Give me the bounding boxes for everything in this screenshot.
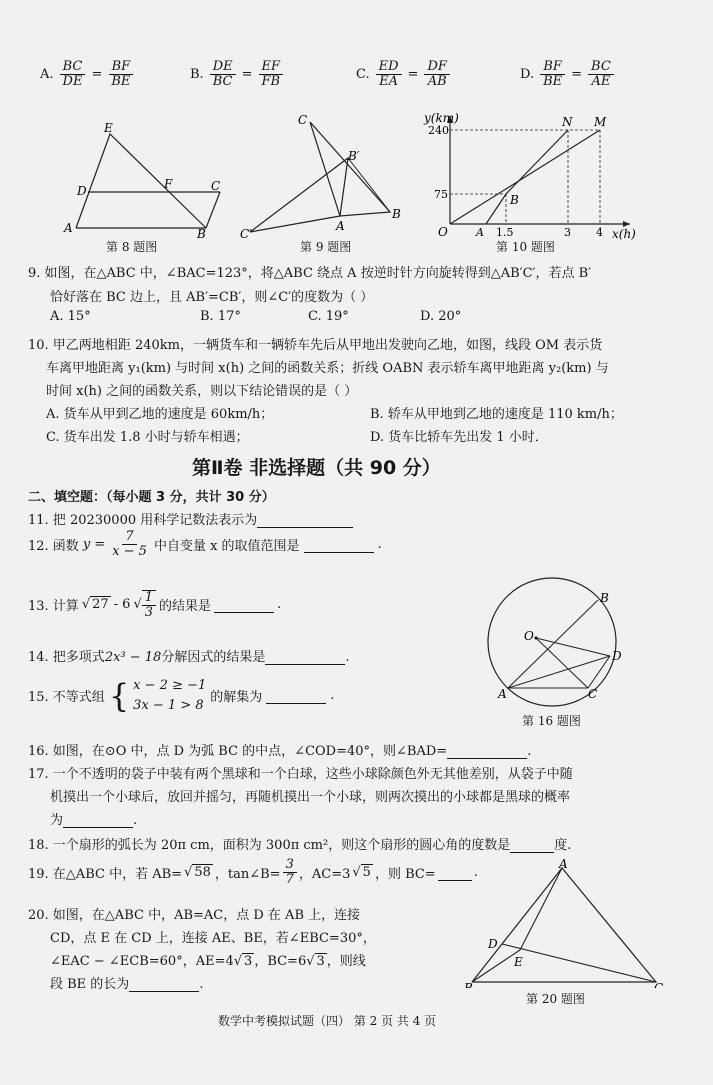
figure-20: [462, 858, 674, 1008]
svg-text:B: B: [464, 981, 473, 988]
section-2-title: 第Ⅱ卷 非选择题（共 90 分）: [192, 457, 441, 479]
figure-10: [414, 108, 674, 256]
q9-option-a: A. 15°: [50, 309, 91, 324]
q13: 13. 计算 √ 27 - 6 √ $\frac{1}{3}$ 的结果是 .: [28, 590, 282, 620]
figure-8-diagram: [60, 120, 230, 255]
svg-text:E: E: [514, 955, 523, 969]
svg-text:C: C: [211, 179, 221, 193]
page-footer: 数学中考模拟试题（四） 第 2 页 共 4 页: [218, 1014, 437, 1028]
figure-20-diagram: [462, 858, 674, 988]
q15: 15. 不等式组 { x − 2 ≥ −1 3x − 1 > 8 的解集为 .: [28, 676, 335, 715]
q14: 14. 把多项式2x³ − 18分解因式的结果是 .: [28, 650, 350, 665]
q11: 11. 把 20230000 用科学记数法表示为: [28, 509, 353, 528]
q20-line3: ∠EAC − ∠ECB=60°，AE=4√ 3 ，BC=6√ 3 ，则线: [50, 954, 366, 969]
svg-text:4: 4: [596, 226, 603, 239]
svg-text:N: N: [562, 115, 573, 129]
q10-option-c: C. 货车出发 1.8 小时与轿车相遇；: [46, 430, 249, 445]
q9-line2: 恰好落在 BC 边上，且 AB′=CB′，则∠C′的度数为（ ）: [50, 290, 374, 305]
svg-text:B: B: [197, 227, 206, 241]
q8-option-d: D. $\frac{BF}{BE}$ = $\frac{BC}{AE}$: [520, 60, 614, 88]
svg-text:y(km): y(km): [424, 111, 459, 125]
q9-option-d: D. 20°: [420, 309, 462, 324]
q20-line4: 段 BE 的长为 .: [50, 977, 204, 992]
svg-text:1.5: 1.5: [496, 226, 514, 239]
figure-8: [60, 120, 230, 255]
figure-16-caption: 第 16 题图: [522, 714, 581, 728]
svg-text:A: A: [336, 219, 345, 233]
svg-text:D: D: [77, 184, 87, 198]
q10-option-b: B. 轿车从甲地到乙地的速度是 110 km/h；: [370, 407, 623, 422]
q10-line3: 时间 x(h) 之间的函数关系，则以下结论错误的是（ ）: [46, 384, 358, 399]
svg-text:B′: B′: [348, 149, 360, 163]
figure-10-chart: [414, 108, 674, 256]
svg-text:C: C: [588, 687, 598, 701]
q17-line3: 为 .: [50, 813, 138, 828]
q17-line1: 17. 一个不透明的袋子中装有两个黑球和一个白球，这些小球除颜色外无其他差别，从袋子中随: [28, 767, 573, 782]
svg-text:A: A: [498, 687, 507, 701]
q9-line1: 9. 如图，在△ABC 中，∠BAC=123°，将△ABC 绕点 A 按逆时针方向旋转得到△AB′C′，若点 B′: [28, 266, 592, 281]
figure-9: [240, 112, 410, 254]
svg-text:O: O: [438, 225, 448, 239]
figure-9-caption: 第 9 题图: [300, 240, 352, 254]
q9-option-c: C. 19°: [308, 309, 349, 324]
q8-options: [40, 60, 680, 110]
q10-option-d: D. 货车比轿车先出发 1 小时．: [370, 430, 548, 445]
svg-text:75: 75: [434, 188, 448, 201]
svg-text:B: B: [510, 193, 519, 207]
svg-text:F: F: [164, 177, 173, 191]
svg-text:x(h): x(h): [612, 227, 636, 241]
q8-option-a: A. $\frac{BC}{DE}$ = $\frac{BF}{BE}$: [40, 60, 133, 88]
svg-text:B: B: [392, 207, 401, 221]
q20-line1: 20. 如图，在△ABC 中，AB=AC，点 D 在 AB 上，连接: [28, 908, 361, 923]
figure-16-diagram: [484, 572, 634, 712]
q16: 16. 如图，在⊙O 中，点 D 为弧 BC 的中点，∠COD=40°，则∠BAD= .: [28, 744, 532, 759]
q18: 18. 一个扇形的弧长为 20π cm，面积为 300π cm²，则这个扇形的圆心角的度数是 度.: [28, 838, 572, 853]
svg-text:C: C: [298, 113, 308, 127]
svg-text:D: D: [612, 649, 622, 663]
svg-text:240: 240: [428, 124, 449, 137]
svg-text:B: B: [600, 591, 609, 605]
q17-line2: 机摸出一个小球后，放回并摇匀，再随机摸出一个小球，则两次摸出的小球都是黑球的概率: [50, 790, 571, 805]
svg-text:C: C: [654, 981, 664, 988]
q8-option-b: B. $\frac{DE}{BC}$ = $\frac{EF}{FB}$: [190, 60, 283, 88]
figure-10-caption: 第 10 题图: [496, 240, 555, 254]
q10-option-a: A. 货车从甲到乙地的速度是 60km/h；: [46, 407, 274, 422]
q8-option-c: C. $\frac{ED}{EA}$ = $\frac{DF}{AB}$: [356, 60, 450, 88]
figure-20-caption: 第 20 题图: [526, 992, 585, 1006]
svg-text:C′: C′: [240, 227, 252, 241]
svg-text:A: A: [476, 226, 484, 239]
svg-text:A: A: [64, 221, 73, 235]
svg-text:E: E: [104, 121, 113, 135]
svg-text:O: O: [524, 629, 534, 643]
svg-text:M: M: [594, 115, 607, 129]
part-2-header: 二、填空题：（每小题 3 分，共计 30 分）: [28, 490, 275, 505]
q10-line1: 10. 甲乙两地相距 240km，一辆货车和一辆轿车先后从甲地出发驶向乙地，如图，线段 OM 表示货: [28, 338, 603, 353]
q19: 19. 在△ABC 中，若 AB= √ 58 ，tan∠B= $\frac{3}{7}$ ，AC=3 √ 5 ，则 BC= .: [28, 857, 478, 887]
q9-option-b: B. 17°: [200, 309, 241, 324]
svg-text:D: D: [488, 937, 498, 951]
q12: 12. 函数 y = $\frac{7}{x - 5}$ 中自变量 x 的取值范围是 .: [28, 529, 382, 559]
figure-8-caption: 第 8 题图: [106, 240, 158, 254]
figure-16: [484, 572, 634, 732]
svg-text:A: A: [559, 858, 568, 871]
svg-text:3: 3: [564, 226, 571, 239]
figure-9-diagram: [240, 112, 410, 254]
q10-line2: 车离甲地距离 y₁(km) 与时间 x(h) 之间的函数关系；折线 OABN 表示轿车离甲地距离 y₂(km) 与: [46, 361, 609, 376]
q20-line2: CD，点 E 在 CD 上，连接 AE、BE，若∠EBC=30°，: [50, 931, 376, 946]
